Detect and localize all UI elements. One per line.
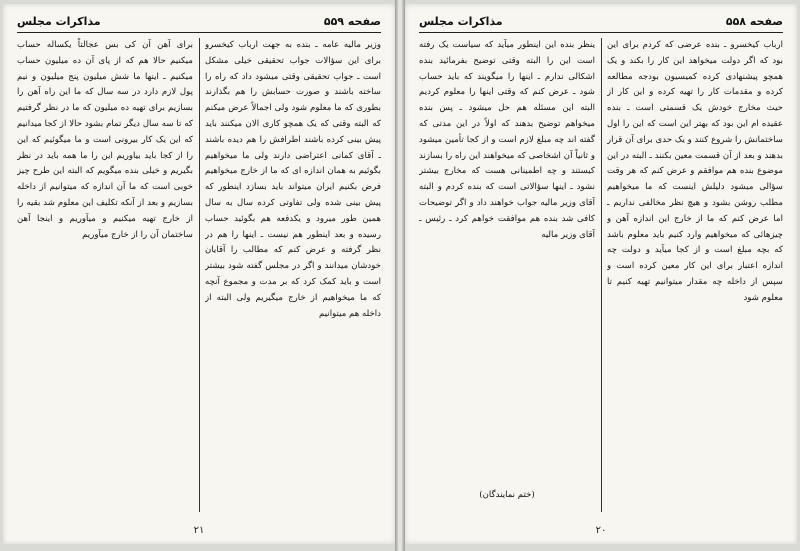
right-page-end-mark: (ختم نمایندگان): [479, 490, 535, 500]
right-page-column-right-text: ارباب کیخسرو ـ بنده عرضی که کردم برای این بود که اگر دولت میخواهد این کار را بکند و یک همچو پیشنهادی کرده کمیسیون بودجه مطالعه کرده و مقدمات کار را تهیه کرده و این کار از حیث مخارج خودش یک قسمتی است ـ بنده عقیده ام این بود که بهتر این است که این را اول ساختمانش را شروع کنند و یک حدی برای آن قرار بدهند و بعد از آن قسمت معین بکنند ـ البته در این موضوع بنده هم موافقم و عرض کنم که هر وقت سؤالی میشود دلیلش اینست که ما میخواهیم مطلب روشن بشود و هیچ نظر مخالفی نداریم ـ اما عرض کنم که ما از خارج این اندازه آهن و چیزهائی که میخواهیم وارد کنیم باید معلوم باشد که بچه مبلغ است و از کجا میآید و دولت چه اندازه اعتبار برای این کار معین کرده است و سپس از داخله چه مقدار میتوانیم تهیه کنیم تا معلوم شود: [607, 40, 783, 303]
left-page-header: [17, 14, 381, 33]
right-page-number: صفحه ۵۵۸: [725, 15, 783, 28]
right-page-title: مذاکرات مجلس: [419, 15, 503, 28]
left-page-column-right: [205, 38, 381, 512]
right-page-footer: ۲۰: [595, 525, 607, 536]
left-page-title: مذاکرات مجلس: [17, 15, 101, 28]
left-page-column-rule: [199, 38, 200, 512]
left-page-column-left: [17, 38, 193, 512]
right-page-header: [419, 14, 783, 33]
left-page-column-left-text: برای آهن آن کی بس عجالتاً یکساله حساب میکنیم حالا هم که از پای آن ده میلیون حساب میکنیم ـ اینها ما شش میلیون پنج میلیون و نیم پول لازم دارد در سه سال که ما این راه آهن را بسازیم برای تهیه ده میلیون که ما در نظر گرفتیم که تا سه سال دیگر تمام بشود حالا از کجا میدانیم که این یک کار بیرونی است و ما میگوئیم که این را از کجا باید بیاوریم این را ما همه باید در نظر بگیریم و خیلی بنده میگویم که البته این طرح چیز خوبی است که ما آن اندازه که میتوانیم از داخله بسازیم و بعد از آنکه تکلیف این معلوم شد بقیه را از خارج تهیه میکنیم و میآوریم و اینجا آهن ساختمان آن را از خارج میآوریم: [17, 40, 193, 240]
right-page-column-left-text: ینظر بنده این اینطور میآید که سیاست یک رفته است این را البته وقتی توضیح بفرمائید بنده اشکالی ندارم ـ اینها را میگویند که باید حساب شود ـ عرض کنم که وقتی اینها را معلوم کردیم البته این مسئله هم حل میشود ـ پس بنده میخواهم توضیح بدهند که اولاً در این مدتی که گفته اند چه مبلغ لازم است و از کجا تأمین میشود و ثانیاً آن اشخاصی که میخواهند این راه را بسازند کیستند و چه اطمینانی هست که مخارج بیشتر نشود ـ اینها سؤالاتی است که بنده کردم و البته آقای وزیر مالیه جواب خواهند داد و اگر توضیحات کافی شد بنده هم موافقت خواهم کرد ـ رئیس ـ آقای وزیر مالیه: [419, 40, 595, 240]
right-page-column-rule: [601, 38, 602, 512]
left-page-column-right-text: وزیر مالیه عامه ـ بنده به جهت ارباب کیخسرو برای این سؤالات جواب تحقیقی خیلی مشکل است ـ جواب تحقیقی وقتی میشود داد که راه را ساخته باشند و صورت حسابش را هم بگذارند بطوری که ما معلوم شود ولی اجمالاً عرض میکنم که البته وقتی که یک همچو کاری الان میکنند باید پیش بینی کرده باشند اطرافش را هم دیده باشند ـ آقای کمانی اعتراضی دارند ولی ما میخواهیم بگوئیم به همان اندازه ای که ما از خارج میخواهیم فرض بکنیم ایران میتواند باید بسازد اینطور که پیش بینی شده ولی تفاوتی کرده سال به سال همین طور میرود و یکدفعه هم بگوئید حساب رسیده و بعد اینطور هم نیست ـ اینها را هم در نظر گرفته و عرض کنم که مطالب را آقایان خودشان میدانند و اگر در مجلس گفته شود بیشتر است و باید کمک کرد که بر مدت و مجموع آنچه که ما میخواهیم از خارج میگیریم ولی البته از داخله هم میتوانیم: [205, 40, 381, 319]
right-page-column-right: [607, 38, 783, 512]
left-page-number: صفحه ۵۵۹: [323, 15, 381, 28]
right-page: [405, 4, 797, 544]
book-gutter: [395, 0, 405, 551]
left-page: [3, 4, 395, 544]
left-page-footer: ۲۱: [193, 525, 205, 536]
right-page-column-left: [419, 38, 595, 512]
